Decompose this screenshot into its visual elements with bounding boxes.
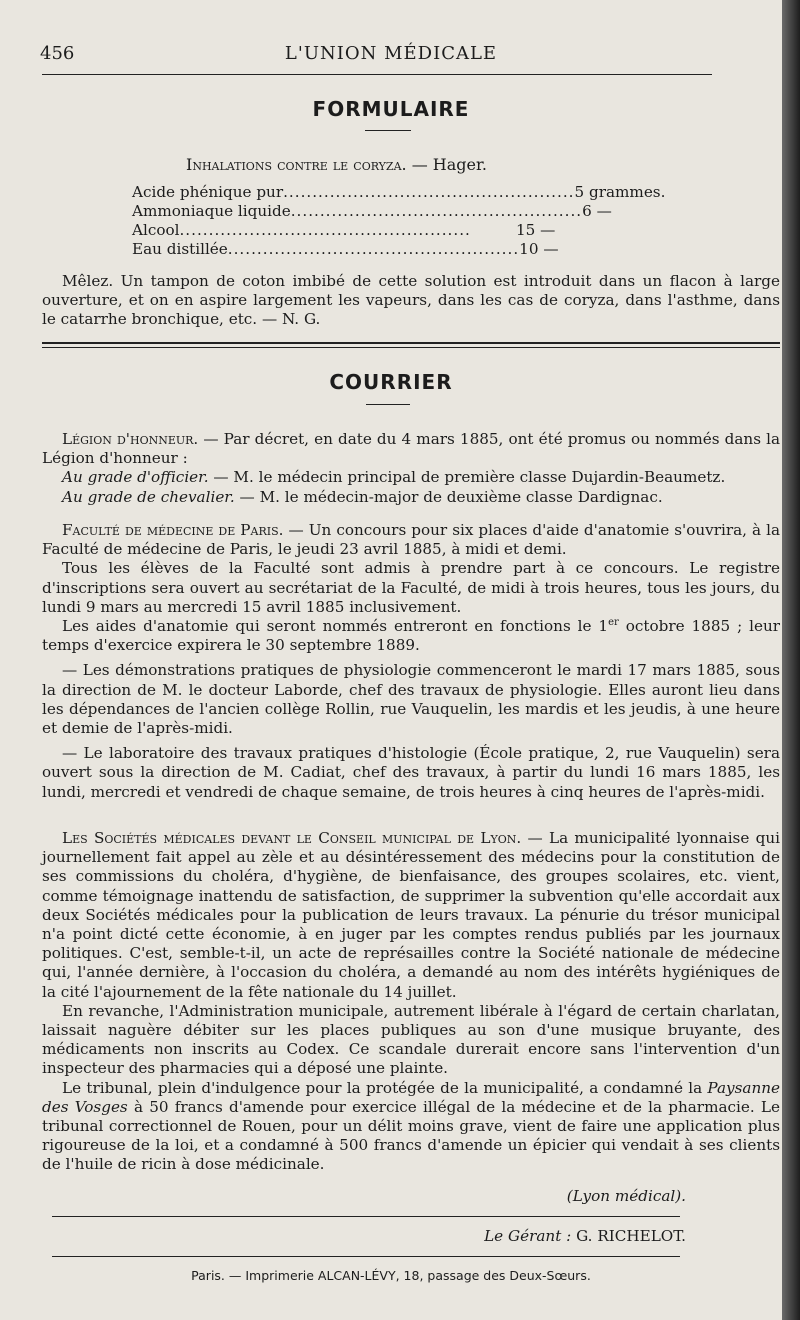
- formulaire-heading-rule: [365, 130, 411, 131]
- ingredient-list: [132, 183, 666, 259]
- faculte-paragraph: [42, 521, 780, 559]
- ingredient-row: [132, 240, 602, 259]
- leader-dots: ..................................................: [179, 221, 471, 239]
- officier-text: — M. le médecin principal de première classe Dujardin-Beaumetz.: [208, 468, 726, 487]
- ingredient-name: Ammoniaque liquide: [132, 202, 291, 220]
- ingredient-dose: 10 —: [519, 240, 559, 258]
- faculte-text: — Un concours pour six places d'aide d'anatomie s'ouvrira, à la Faculté de médecine de Paris, le jeudi 23 avril 1885, à midi et demi.: [42, 521, 780, 559]
- ingredient-name: Alcool: [132, 221, 180, 239]
- ingredient-name: Acide phénique pur: [132, 183, 284, 201]
- imprint: Paris. — Imprimerie ALCAN-LÉVY, 18, passage des Deux-Sœurs.: [191, 1268, 591, 1283]
- courrier-faculte: [42, 521, 780, 802]
- source-text: (Lyon médical).: [566, 1187, 686, 1205]
- lyon-text: — La municipalité lyonnaise qui journellement fait appel au zèle et au désintéressement des médecins pour la constitution de ses commissions du choléra, d'hygiène, de bienfaisance, des groupes scolaires, etc. vient, comme témoignage inattendu de satisfaction, de supprimer la subvention qu'elle accordait aux deux Sociétés médicales pour la publication de leurs travaux. La pénurie du trésor municipal n'a point dicté cette économie, à en juger par les comptes rendus publiés par les journaux politiques. C'est, semble-t-il, un acte de représailles contre la Société nationale de médecine qui, l'année dernière, à l'occasion du choléra, a demandé au nom des intérêts hygiéniques de la cité l'ajournement de la fête nationale du 14 juillet.: [42, 829, 780, 1001]
- legion-paragraph: [42, 430, 780, 468]
- chevalier-line: [42, 488, 780, 507]
- physiologie-paragraph: — Les démonstrations pratiques de physiologie commenceront le mardi 17 mars 1885, sous la direction de M. le docteur Laborde, chef des travaux de physiologie. Elles auront lieu dans les dépendances de l'ancien collège Rollin, rue Vauquelin, les mardis et les jeudis, à une heure et demie de l'après-midi.: [42, 661, 780, 738]
- footer-rule: [52, 1216, 680, 1217]
- binding-shadow: [782, 0, 800, 1320]
- chevalier-label: Au grade de chevalier.: [62, 487, 235, 506]
- faculte-registre: Tous les élèves de la Faculté sont admis à prendre part à ce concours. Le registre d'inscriptions sera ouvert au secrétariat de la Faculté, de midi à trois heures, tous les jours, du lundi 9 mars au mercredi 15 avril 1885 inclusivement.: [42, 559, 780, 616]
- formulaire-body: [42, 272, 780, 330]
- paysanne-title: Paysanne des Vosges: [42, 1078, 780, 1116]
- ingredient-row: [132, 183, 666, 202]
- histologie-paragraph: — Le laboratoire des travaux pratiques d'histologie (École pratique, 2, rue Vauquelin) sera ouvert sous la direction de M. Cadiat, chef des travaux, à partir du lundi 16 mars 1885, les lundi, mercredi et vendredi de chaque semaine, de trois heures à cinq heures de l'après-midi.: [42, 744, 780, 801]
- section-rule: [42, 347, 780, 348]
- gerant-label: Le Gérant :: [484, 1227, 572, 1245]
- recipe-title: Inhalations contre le coryza.: [186, 155, 407, 174]
- legion-title: Légion d'honneur.: [62, 430, 199, 448]
- lyon-title: Les Sociétés médicales devant le Conseil municipal de Lyon.: [62, 829, 522, 847]
- leader-dots: ..................................................: [290, 202, 583, 220]
- faculte-aides: [42, 617, 780, 655]
- recipe-subtitle: [186, 155, 487, 174]
- leader-dots: ..................................................: [227, 240, 520, 258]
- ingredient-dose: 5 grammes.: [574, 183, 666, 201]
- gerant-signature: [42, 1227, 686, 1246]
- legion-text: — Par décret, en date du 4 mars 1885, ont été promus ou nommés dans la Légion d'honneur :: [42, 430, 780, 468]
- running-header: L'UNION MÉDICALE: [284, 43, 498, 64]
- courrier-lyon: [42, 829, 780, 1175]
- header-rule: [42, 74, 712, 75]
- courrier-heading-rule: [366, 404, 410, 405]
- ingredient-row: [132, 221, 602, 240]
- ingredient-dose: 15 —: [516, 221, 556, 239]
- gerant-name: G. RICHELOT.: [571, 1227, 686, 1245]
- courrier-legion: [42, 430, 780, 507]
- officier-label: Au grade d'officier.: [62, 468, 209, 487]
- faculte-title: Faculté de médecine de Paris.: [62, 521, 284, 539]
- imprint-rule: [52, 1256, 680, 1257]
- aides-text-end: octobre 1885 ; leur temps d'exercice expirera le 30 septembre 1889.: [42, 617, 780, 655]
- tribunal-text-end: à 50 francs d'amende pour exercice illégal de la médecine et de la pharmacie. Le tribunal correctionnel de Rouen, pour un délit moins grave, vient de faire une application plus rigoureuse de la loi, et a condamné à 500 francs d'amende un épicier qui vendait à ses clients de l'huile de ricin à dose médicinale.: [42, 1097, 780, 1174]
- ingredient-dose: 6 —: [582, 202, 612, 220]
- ordinal-sup: er: [608, 616, 619, 628]
- tribunal-text: Le tribunal, plein d'indulgence pour la protégée de la municipalité, a condamné la: [62, 1078, 708, 1097]
- chevalier-text: — M. le médecin-major de deuxième classe Dardignac.: [234, 487, 663, 506]
- page-number: 456: [40, 43, 75, 64]
- ingredient-name: Eau distillée: [132, 240, 228, 258]
- lyon-paragraph: [42, 829, 780, 1002]
- source-citation: [42, 1187, 686, 1206]
- recipe-instructions: Mêlez. Un tampon de coton imbibé de cette solution est introduit dans un flacon à large ouverture, et on en aspire largement les vapeurs, dans les cas de coryza, dans l'asthme, dans le catarrhe bronchique, etc. — N. G.: [42, 272, 780, 329]
- ingredient-row: [132, 202, 612, 221]
- aides-text: Les aides d'anatomie qui seront nommés entreront en fonctions le 1: [62, 617, 609, 636]
- lyon-revanche: En revanche, l'Administration municipale, autrement libérale à l'égard de certain charlatan, laissait naguère débiter sur les places publiques au son d'une musique bruyante, des médicaments non inscrits au Codex. Ce scandale durerait encore sans l'intervention d'un inspecteur des pharmacies qui a déposé une plainte.: [42, 1001, 780, 1078]
- lyon-tribunal: [42, 1079, 780, 1175]
- recipe-author: — Hager.: [406, 155, 487, 174]
- formulaire-heading: FORMULAIRE: [312, 97, 470, 121]
- section-rule: [42, 342, 780, 344]
- officier-line: [42, 468, 780, 487]
- leader-dots: ..................................................: [283, 183, 575, 201]
- courrier-heading: COURRIER: [329, 370, 453, 394]
